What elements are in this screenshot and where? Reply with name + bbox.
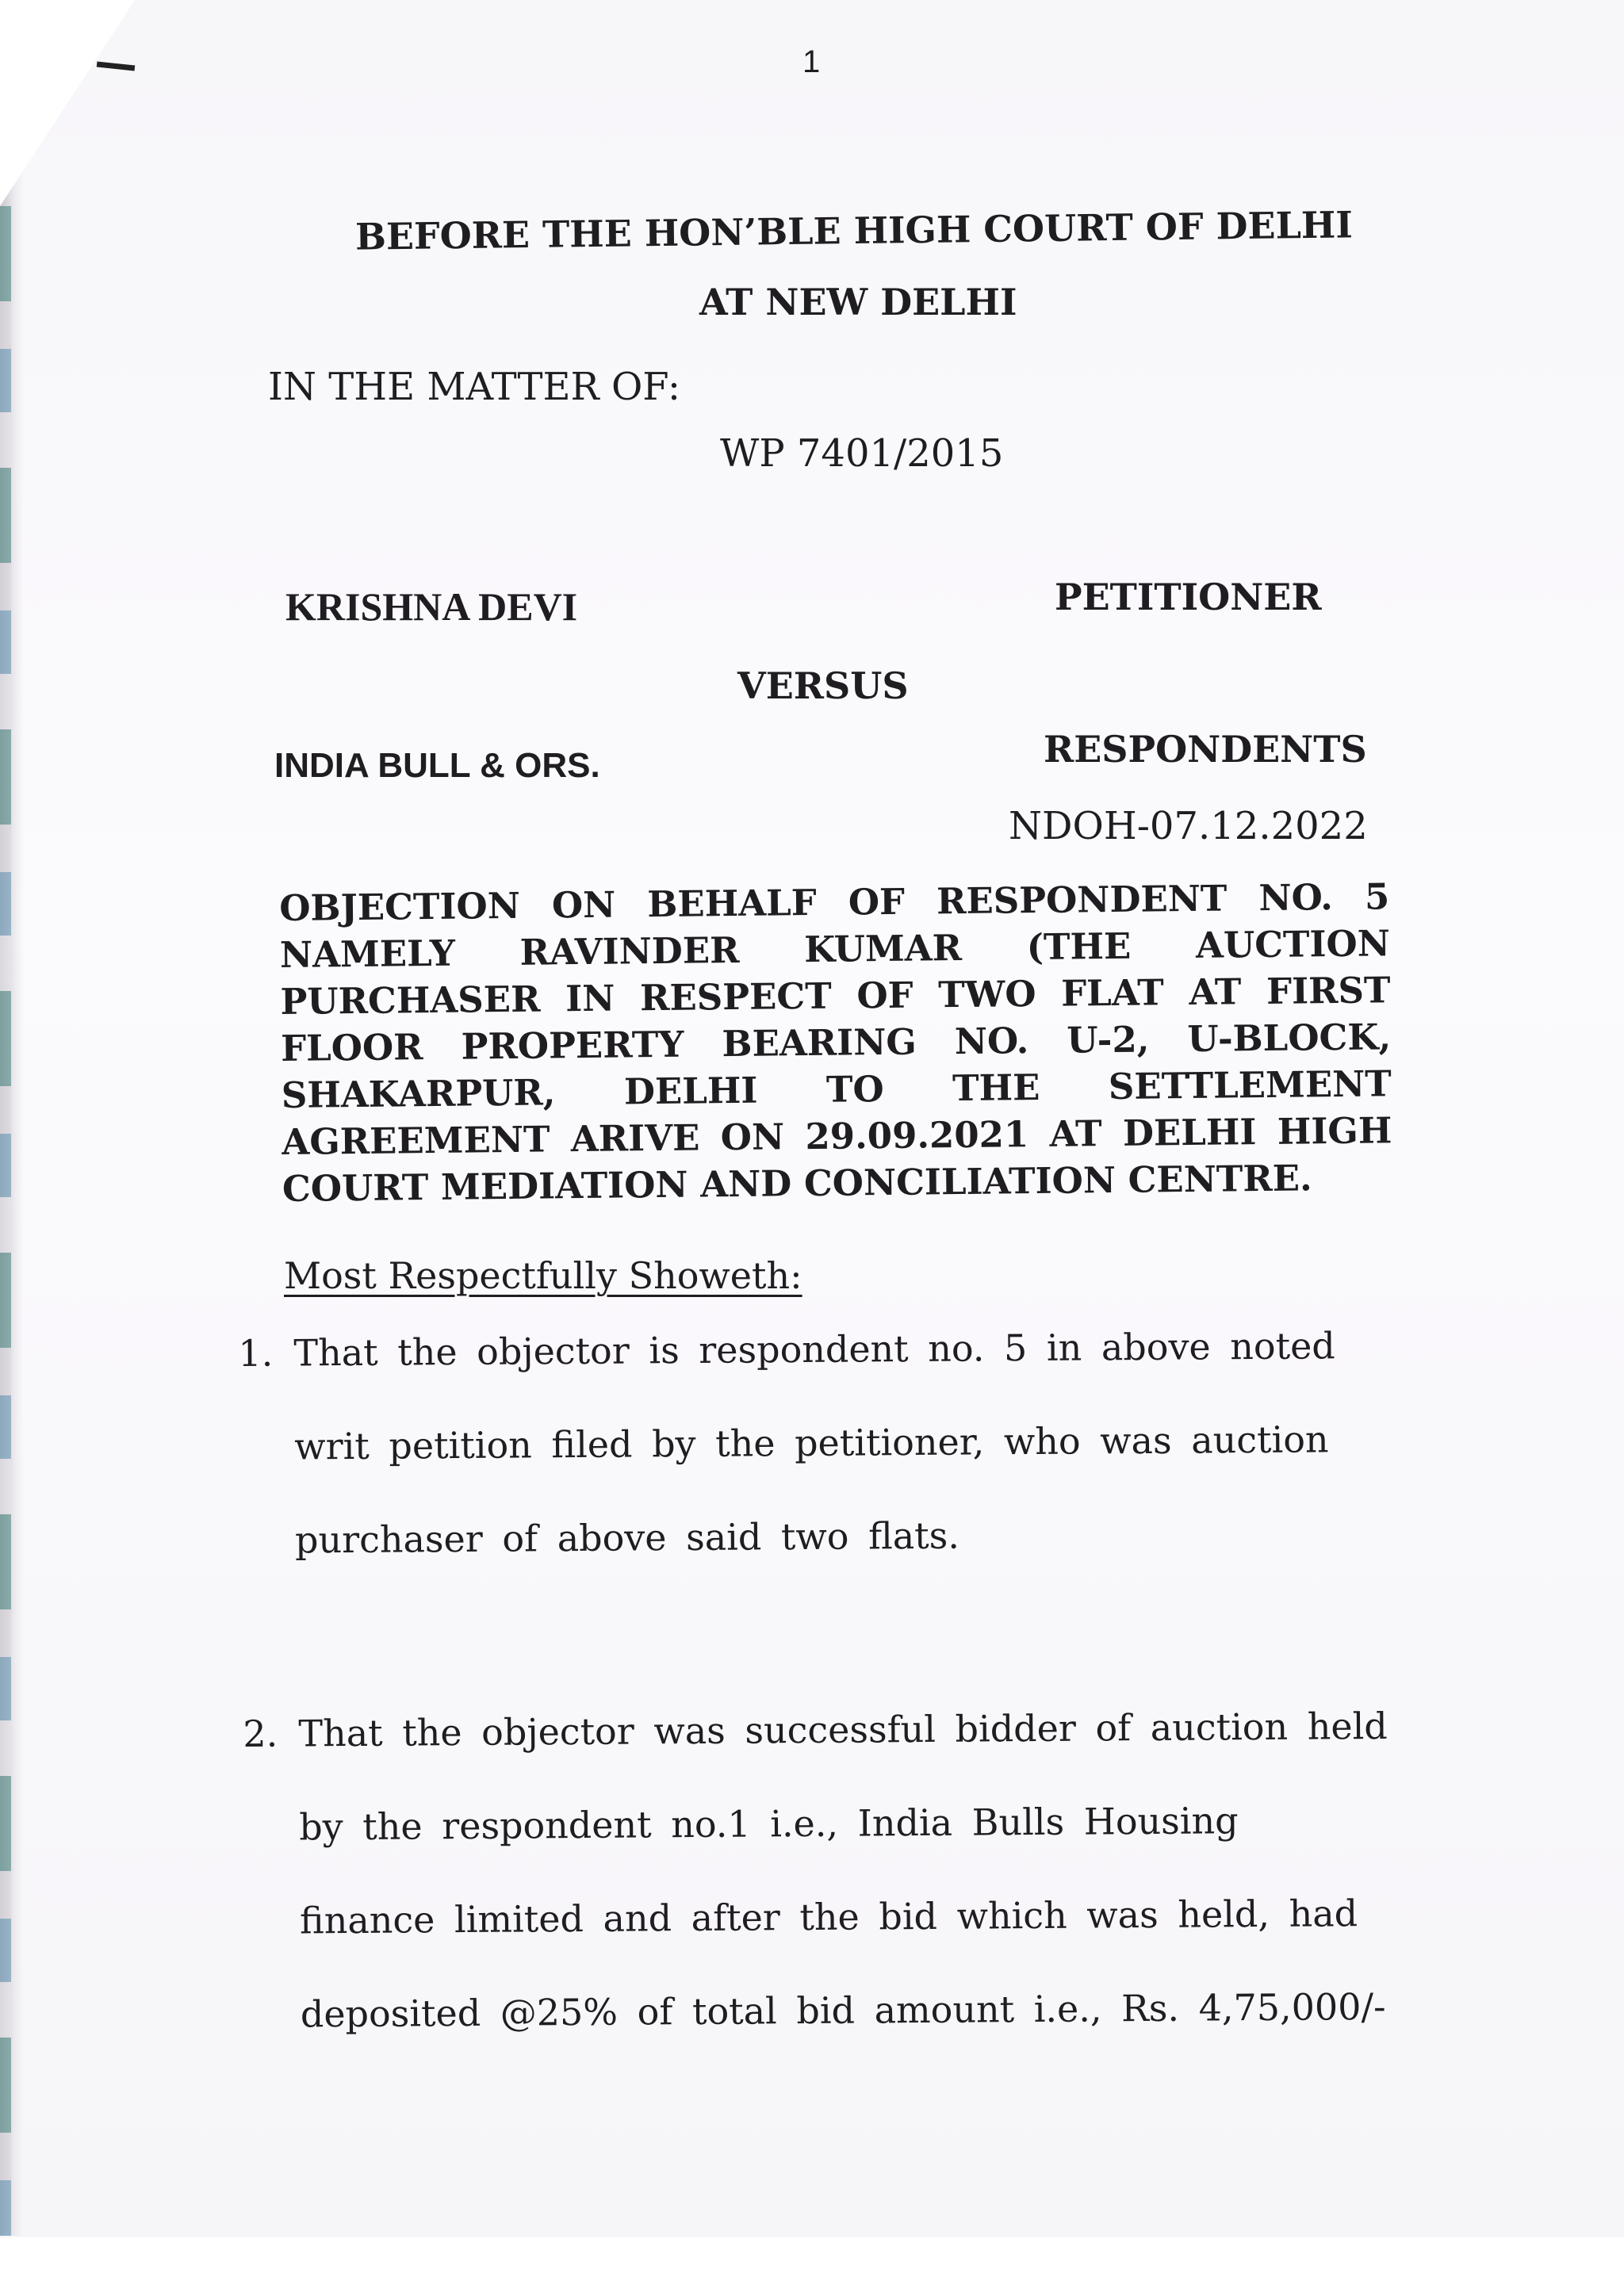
page-number: 1 (802, 44, 821, 79)
paragraph-text: That the objector was successful bidder of auction held (298, 1704, 1388, 1755)
paragraph-number: 2. (243, 1712, 278, 1755)
folded-corner (0, 0, 135, 206)
case-number: WP 7401/2015 (720, 431, 1004, 476)
respondent-role: RESPONDENTS (1044, 728, 1367, 771)
matter-label: IN THE MATTER OF: (268, 365, 681, 409)
versus-label: VERSUS (737, 664, 909, 707)
paragraph-line: writ petition filed by the petitioner, who was auction (294, 1418, 1329, 1468)
objection-title: OBJECTION ON BEHALF OF RESPONDENT NO. 5 NAMELY RAVINDER KUMAR (THE AUCTION PURCHASER IN RESPECT OF TWO FLAT AT FIRST FLOOR PROPERTY BEARING NO. U-2, U-BLOCK, SHAKARPUR, DELHI TO THE SETTLEMENT AGREEMENT ARIVE ON 29.09.2021 AT DELHI HIGH COURT MEDIATION AND CONCILIATION CENTRE. (279, 875, 1392, 1210)
salutation: Most Respectfully Showeth: (284, 1254, 802, 1297)
paragraph-text: That the objector is respondent no. 5 in above noted (293, 1324, 1335, 1375)
respondent-name: INDIA BULL & ORS. (274, 746, 600, 785)
paragraph-line: purchaser of above said two flats. (294, 1513, 960, 1562)
paragraph-line: deposited @25% of total bid amount i.e., Rs. 4,75,000/- (300, 1984, 1386, 2036)
court-location: AT NEW DELHI (699, 281, 1017, 323)
paragraph-2 (243, 1679, 1403, 2061)
court-heading: BEFORE THE HON’BLE HIGH COURT OF DELHI (354, 203, 1354, 258)
petitioner-role: PETITIONER (1055, 576, 1322, 618)
paragraph-line (243, 1679, 1401, 1781)
adjacent-page-edge (0, 206, 11, 2236)
paragraph-line: finance limited and after the bid which was held, had (299, 1892, 1358, 1942)
paragraph-1 (238, 1299, 1389, 1587)
paragraph-line: by the respondent no.1 i.e., India Bulls Housing (299, 1799, 1239, 1849)
petitioner-name: KRISHNA DEVI (285, 584, 578, 629)
paragraph-number: 1. (238, 1331, 274, 1375)
paragraph-line (238, 1299, 1388, 1400)
scan-bottom-margin (0, 2237, 1624, 2296)
next-date-of-hearing: NDOH-07.12.2022 (1009, 804, 1368, 848)
